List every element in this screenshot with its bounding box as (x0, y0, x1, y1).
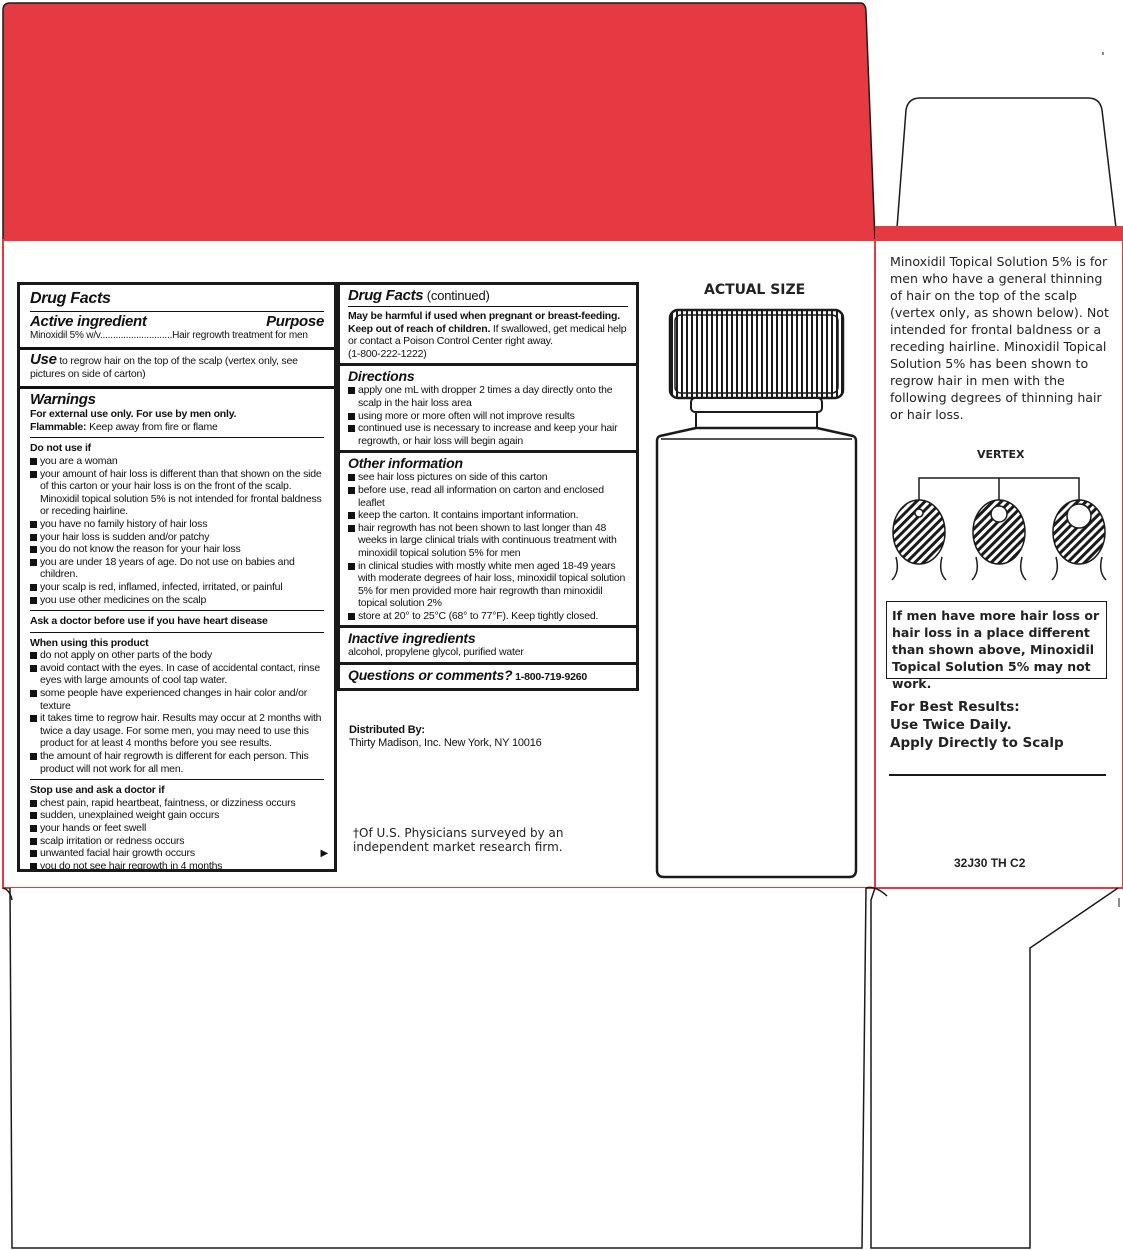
poison-phone: (1-800-222-1222) (348, 347, 427, 360)
warnings-label: Warnings (30, 391, 96, 409)
side-tuck-flap (875, 98, 1123, 240)
directions-list (348, 384, 628, 447)
side-intro: Minoxidil Topical Solution 5% is for men who have a general thinning of hair on the top of the scalp (vertex only, as shown below). Not intended for frontal baldness or a receding hairline. Minoxidil Topical Solution 5% has been shown to regrow hair in men with the following degrees of thinning hair or hair loss. (890, 254, 1109, 422)
list-item: you do not know the reason for your hair loss (30, 543, 324, 556)
questions-label: Questions or comments? (348, 667, 513, 684)
when-using-list (30, 649, 324, 775)
active-ingredient-label: Active ingredient (30, 313, 147, 330)
head-icon (892, 500, 946, 580)
list-item: apply one mL with dropper 2 times a day directly onto the scalp in the hair loss area (348, 384, 628, 409)
list-item: chest pain, rapid heartbeat, faintness, or dizziness occurs (30, 797, 324, 810)
other-info-box (337, 453, 639, 628)
list-item: you are a woman (30, 455, 324, 468)
list-item: unwanted facial hair growth occurs (30, 847, 324, 860)
best-results-line: Use Twice Daily. (890, 717, 1012, 733)
list-item: it takes time to regrow hair. Results may occur at 2 months with twice a day usage. For some men, you may need to use this product for at least 4 months before you see results. (30, 712, 324, 750)
questions-box (337, 665, 639, 691)
active-ingredient-row: Minoxidil 5% w/v............................Hair regrowth treatment for men (30, 330, 308, 341)
hair-loss-warning-box (886, 601, 1107, 691)
list-item: you use other medicines on the scalp (30, 594, 324, 607)
reach-bold: Keep out of reach of children. (348, 322, 491, 335)
inactive-text: alcohol, propylene glycol, purified water (348, 646, 524, 659)
top-flap (3, 3, 875, 240)
head-icon (972, 500, 1026, 580)
list-item: in clinical studies with mostly white men aged 18-49 years with moderate degrees of hair loss, minoxidil topical solution 5% for men provided more hair regrowth than minoxidil topical solution 2% (348, 560, 628, 610)
list-item: before use, read all information on carton and enclosed leaflet (348, 484, 628, 509)
drug-facts-title: Drug Facts (30, 290, 111, 307)
flammable-text: Keep away from fire or flame (86, 420, 218, 433)
list-item: store at 20° to 25°C (68° to 77°F). Keep tightly closed. (348, 610, 628, 623)
warn-external: For external use only. For use by men only. (30, 408, 237, 421)
list-item: see hair loss pictures on side of this carton (348, 471, 628, 484)
list-item: you do not see hair regrowth in 4 months (30, 860, 324, 873)
other-info-list (348, 471, 628, 622)
vertex-label: VERTEX (977, 448, 1025, 461)
do-not-use-label: Do not use if (30, 442, 91, 455)
purpose-label: Purpose (266, 313, 324, 330)
directions-box (337, 366, 639, 453)
list-item: do not apply on other parts of the body (30, 649, 324, 662)
best-results (890, 698, 1112, 752)
stop-use-label: Stop use and ask a doctor if (30, 784, 165, 797)
continued-label: (continued) (423, 288, 490, 303)
flammable-label: Flammable: (30, 420, 87, 433)
use-text: to regrow hair on the top of the scalp (vertex only, see pictures on side of carton) (30, 354, 298, 380)
side-divider (889, 774, 1106, 776)
drug-facts-panel (17, 282, 337, 872)
list-item: some people have experienced changes in hair color and/or texture (30, 687, 324, 712)
list-item: your scalp is red, inflamed, infected, irritated, or painful (30, 581, 324, 594)
list-item: your amount of hair loss is different than that shown on the side of this carton or your hair loss is on the front of the scalp. Minoxidil topical solution 5% is not intended for frontal baldness or receding hairline. (30, 468, 324, 518)
distributor-text: Thirty Madison, Inc. New York, NY 10016 (349, 736, 542, 749)
actual-size-label: ACTUAL SIZE (704, 282, 806, 298)
inactive-label: Inactive ingredients (348, 630, 476, 647)
flammable-line (30, 421, 324, 434)
list-item: your hair loss is sudden and/or patchy (30, 531, 324, 544)
do-not-use-list (30, 455, 324, 606)
hair-loss-warning-text: If men have more hair loss or hair loss in a place different than shown above, Minoxidil Topical Solution 5% may not work. (892, 608, 1100, 691)
best-results-line: For Best Results: (890, 699, 1020, 715)
directions-label: Directions (348, 368, 415, 385)
inactive-box (337, 628, 639, 665)
continue-arrow-icon: ▶ (320, 848, 328, 860)
reach-text: If swallowed, get medical help or contact a Poison Control Center right away. (348, 322, 627, 348)
list-item: avoid contact with the eyes. In case of accidental contact, rinse eyes with large amounts of cool tap water. (30, 662, 324, 687)
vertex-heads-diagram (886, 462, 1118, 584)
when-using-label: When using this product (30, 636, 149, 649)
list-item: hair regrowth has not been shown to last longer than 48 weeks in large clinical trials with continuous treatment with minoxidil topical solution 5% for men (348, 522, 628, 560)
continued-title: Drug Facts (348, 287, 424, 304)
distributor-label: Distributed By: (349, 724, 425, 736)
list-item: continued use is necessary to increase and keep your hair regrowth, or hair loss will begin again (348, 422, 628, 447)
head-icon (1052, 500, 1106, 580)
list-item: keep the carton. It contains important information. (348, 509, 628, 522)
list-item: you are under 18 years of age. Do not use on babies and children. (30, 556, 324, 581)
list-item: the amount of hair regrowth is different for each person. This product will not work for all men. (30, 750, 324, 775)
ask-doctor: Ask a doctor before use if you have heart disease (30, 615, 268, 628)
distributor (349, 724, 629, 749)
use-section (30, 352, 324, 383)
list-item: scalp irritation or redness occurs (30, 835, 324, 848)
stop-use-list (30, 797, 324, 873)
list-item: sudden, unexplained weight gain occurs (30, 809, 324, 822)
use-label: Use (30, 350, 57, 368)
continued-box (337, 282, 639, 366)
footnote: †Of U.S. Physicians surveyed by an independent market research firm. (353, 826, 564, 854)
bottom-side-flap (871, 888, 1118, 1248)
best-results-line: Apply Directly to Scalp (890, 735, 1064, 751)
other-info-label: Other information (348, 455, 463, 472)
carton-code: 32J30 TH C2 (954, 856, 1026, 870)
bottle-illustration (655, 305, 860, 883)
pregnancy-warning: May be harmful if used when pregnant or breast-feeding. (348, 310, 620, 322)
questions-phone: 1-800-719-9260 (515, 671, 588, 684)
drug-facts-continued (337, 282, 639, 691)
list-item: using more or more often will not improve results (348, 410, 628, 423)
reach-warning (348, 323, 628, 348)
list-item: you have no family history of hair loss (30, 518, 324, 531)
list-item: your hands or feet swell (30, 822, 324, 835)
bottom-flap (10, 888, 866, 1248)
